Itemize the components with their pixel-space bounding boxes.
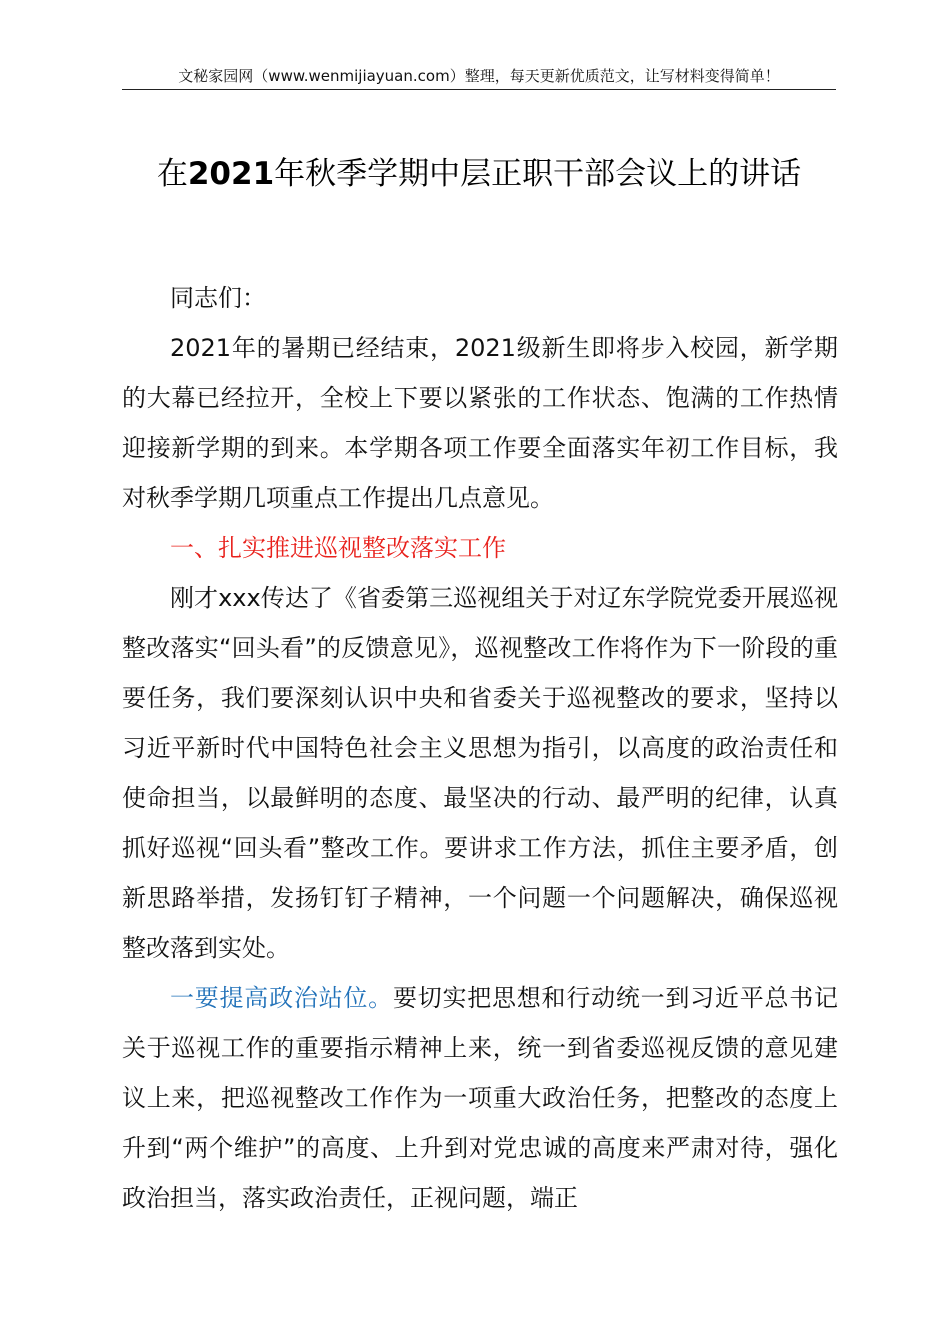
paragraph-point-1 — [122, 973, 838, 1223]
point-1-text: 要切实把思想和行动统一到习近平总书记关于巡视工作的重要指示精神上来，统一到省委巡视反馈的意见建议上来，把巡视整改工作作为一项重大政治任务，把整改的态度上升到“两个维护”的高度、上升到对党忠诚的高度来严肃对待，强化政治担当，落实政治责任，正视问题，端正 — [122, 984, 839, 1212]
title-year: 2021 — [187, 156, 275, 192]
section-heading-1: 一、扎实推进巡视整改落实工作 — [170, 534, 506, 562]
title-prefix: 在 — [156, 156, 188, 192]
title-suffix: 年秋季学期中层正职干部会议上的讲话 — [274, 156, 802, 192]
paragraph-inspection: 刚才xxx传达了《省委第三巡视组关于对辽东学院党委开展巡视整改落实“回头看”的反馈意见》，巡视整改工作将作为下一阶段的重要任务，我们要深刻认识中央和省委关于巡视整改的要求，坚持以习近平新时代中国特色社会主义思想为指引，以高度的政治责任和使命担当，以最鲜明的态度、最坚决的行动、最严明的纪律，认真抓好巡视“回头看”整改工作。要讲求工作方法，抓住主要矛盾，创新思路举措，发扬钉钉子精神，一个问题一个问题解决，确保巡视整改落到实处。 — [122, 584, 838, 962]
document-title — [122, 148, 836, 200]
document-body — [122, 273, 838, 1223]
paragraph-intro: 2021年的暑期已经结束，2021级新生即将步入校园，新学期的大幕已经拉开，全校上下要以紧张的工作状态、饱满的工作热情迎接新学期的到来。本学期各项工作要全面落实年初工作目标，我对秋季学期几项重点工作提出几点意见。 — [122, 334, 838, 512]
header-divider — [122, 89, 836, 90]
salutation: 同志们： — [170, 284, 266, 312]
point-1-lead: 一要提高政治站位。 — [170, 984, 393, 1012]
page-header: 文秘家园网（www.wenmijiayuan.com）整理，每天更新优质范文，让写材料变得简单！ — [178, 67, 780, 85]
